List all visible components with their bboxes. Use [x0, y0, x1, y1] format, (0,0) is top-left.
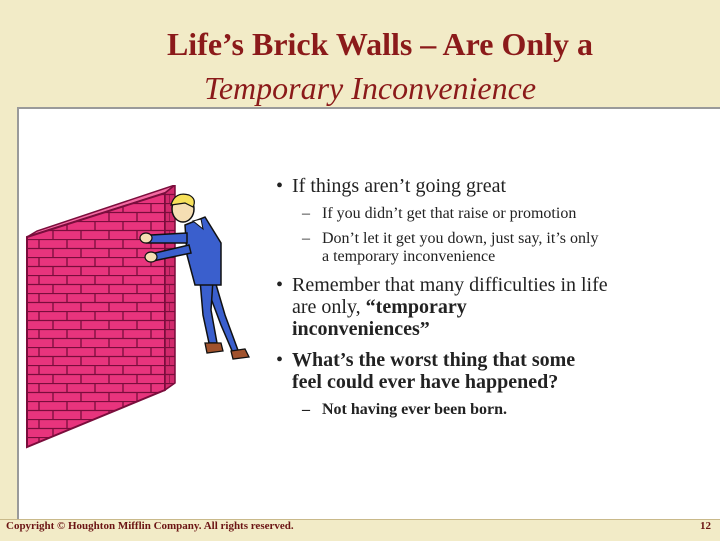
sub-bullet-dash: –	[302, 401, 310, 418]
bullet-1: • If things aren’t going great	[276, 175, 507, 197]
sub-bullet-dash: –	[302, 205, 310, 222]
brick-wall-man-illustration	[25, 185, 270, 450]
title-line-1: Life’s Brick Walls – Are Only a	[166, 26, 594, 62]
bullet-3: • What’s the worst thing that some feel could ever have happened?	[276, 349, 576, 393]
sub-bullet-3: – Not having ever been born.	[302, 401, 508, 418]
slide-number: 12	[700, 520, 711, 532]
bullet-dot: •	[276, 349, 284, 371]
copyright-text: Copyright © Houghton Mifflin Company. All rights reserved.	[6, 520, 294, 532]
sub-bullet-dash: –	[302, 230, 310, 247]
title-line-2: Temporary Inconvenience	[203, 70, 537, 106]
brick-wall	[27, 185, 175, 447]
bullet-2: • Remember that many difficulties in life are only, “temporary inconveniences”	[276, 274, 608, 340]
sub-bullet-2: – Don’t let it get you down, just say, it’s only a temporary inconvenience	[302, 230, 599, 265]
sub-bullet-1: – If you didn’t get that raise or promotion	[302, 205, 577, 222]
bullet-dot: •	[276, 274, 284, 296]
slide-title	[0, 22, 720, 110]
bullet-dot: •	[276, 175, 284, 197]
